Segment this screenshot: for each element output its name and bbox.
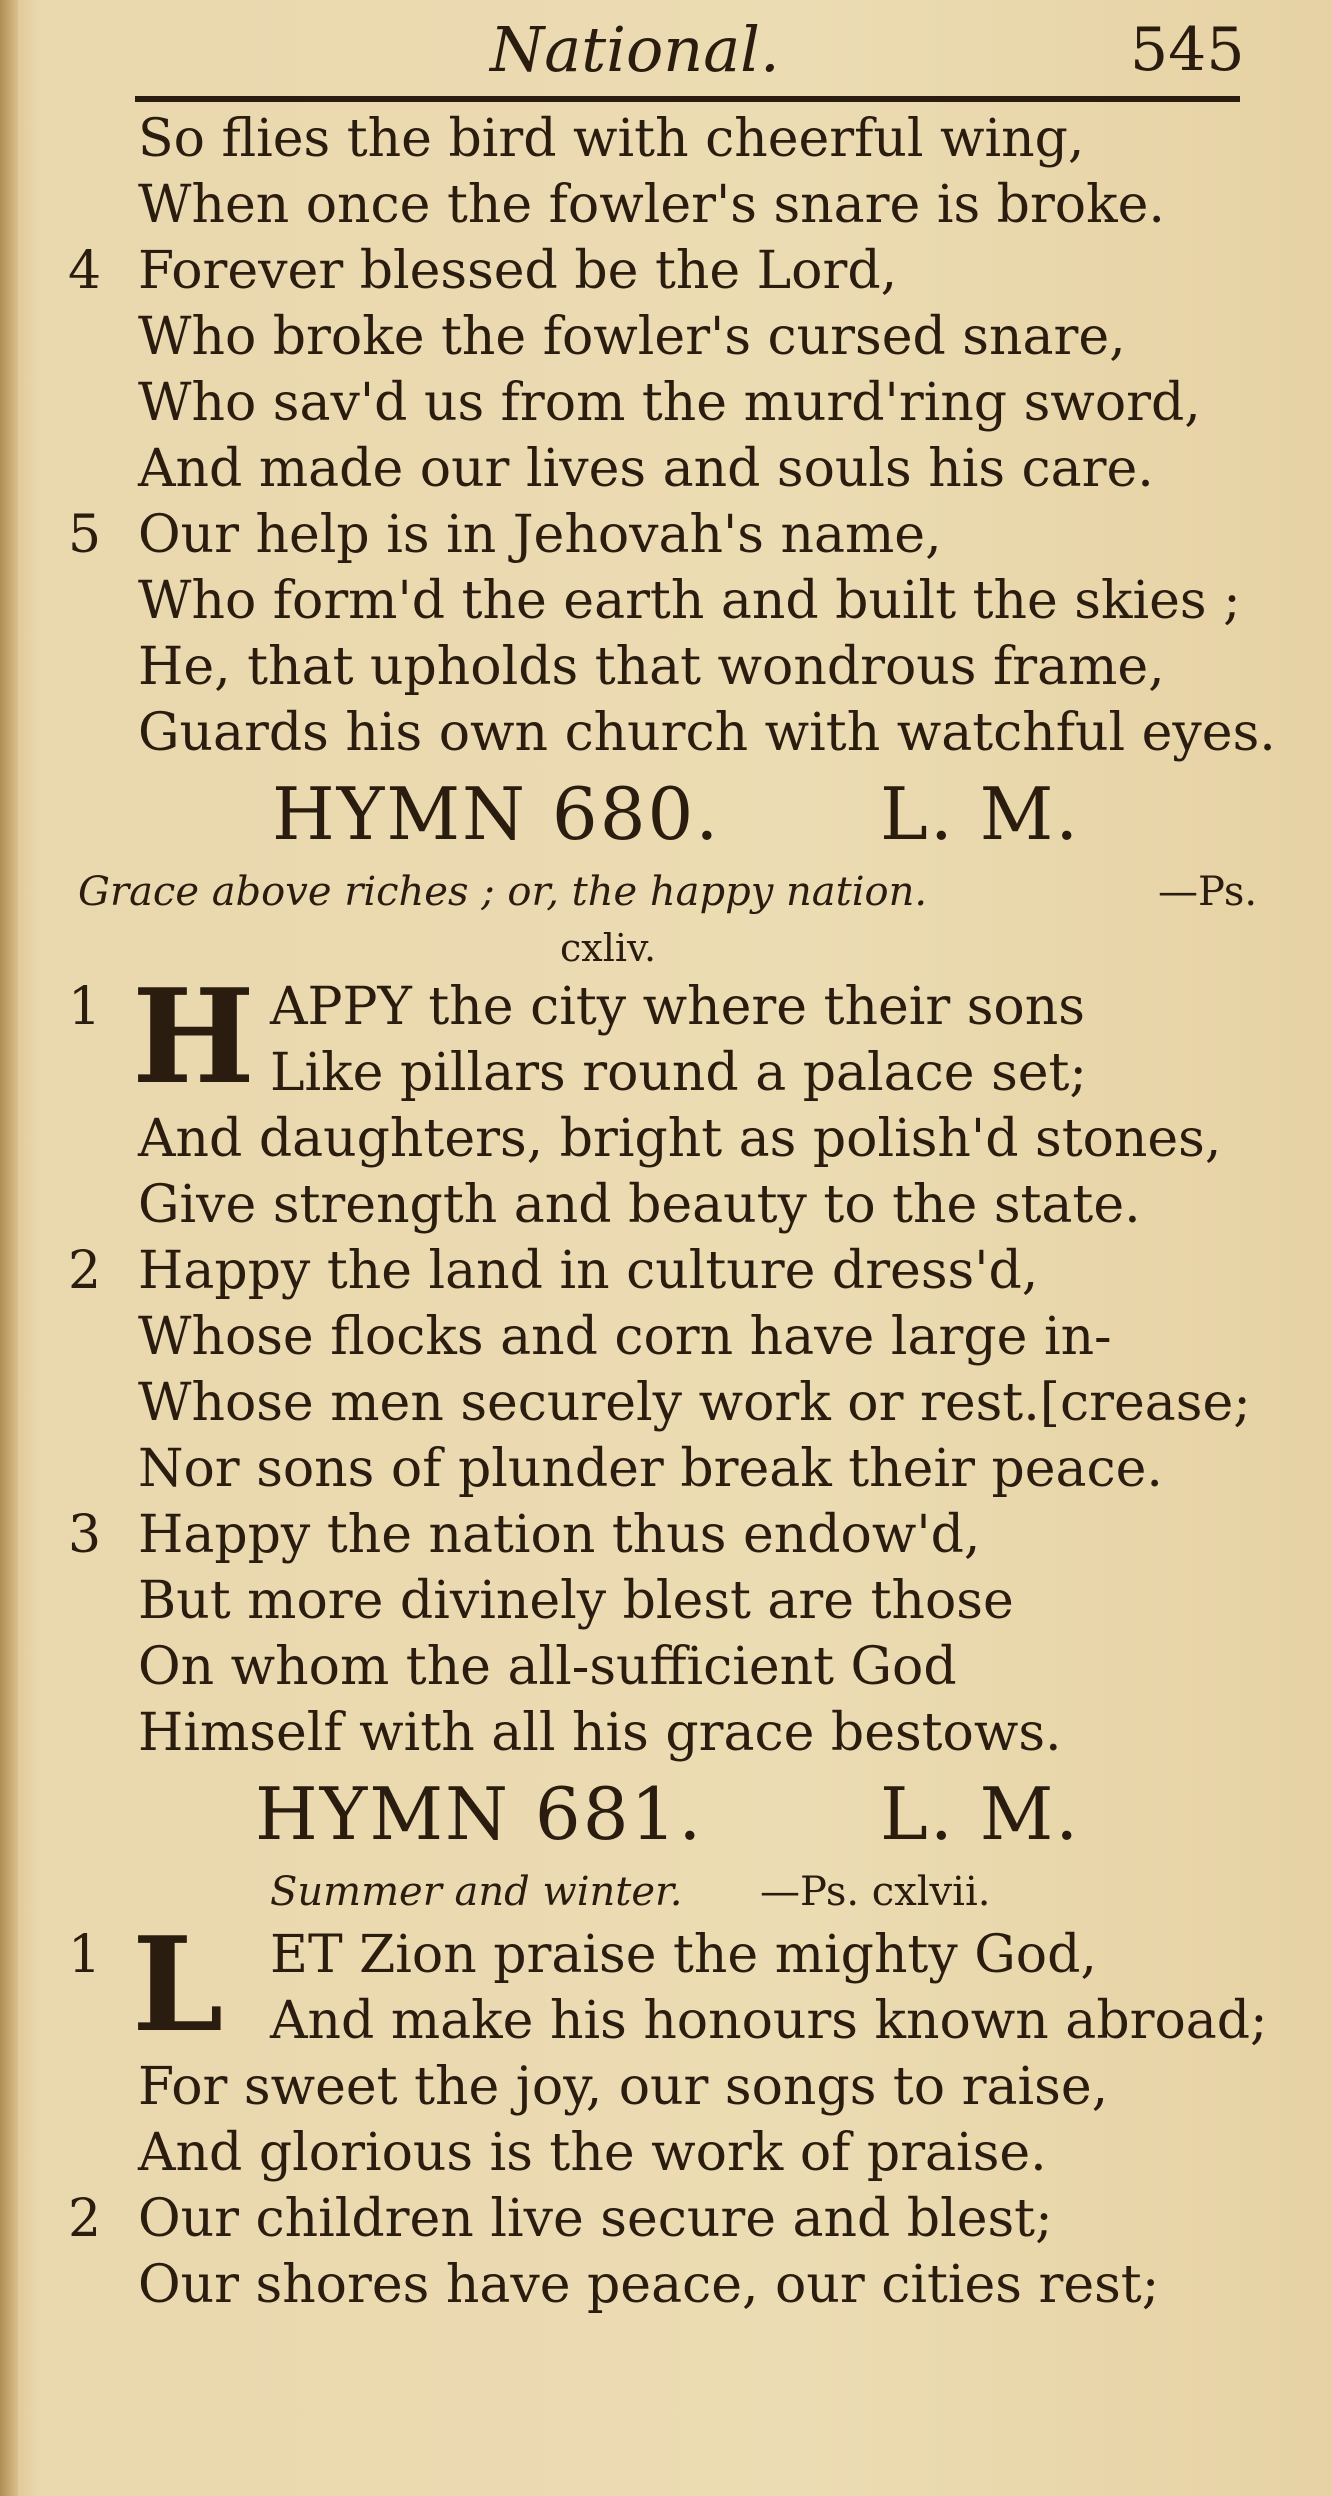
stanza-number: 1 [68, 1925, 102, 1985]
stanza-number: 1 [68, 977, 102, 1037]
running-head [0, 10, 1332, 90]
verse-line: Who broke the fowler's cursed snare, [138, 307, 1126, 367]
hymn-meter: L. M. [880, 1772, 1081, 1856]
verse-line: Whose men securely work or rest.[crease; [138, 1373, 1251, 1433]
running-title: National. [490, 13, 780, 86]
verse-line: Who sav'd us from the murd'ring sword, [138, 373, 1201, 433]
hymn-heading [0, 766, 1332, 862]
hymn-subtitle-ref: —Ps. cxlvii. [760, 1869, 991, 1915]
verse-line: Whose flocks and corn have large in- [138, 1307, 1112, 1367]
verse-line: 2 Happy the land in culture dress'd, [0, 1238, 1332, 1304]
verse-line: Our shores have peace, our cities rest; [138, 2255, 1160, 2315]
verse-line: 4 Forever blessed be the Lord, [0, 238, 1332, 304]
verse-line: For sweet the joy, our songs to raise, [138, 2057, 1109, 2117]
hymn-subtitle [0, 862, 1332, 922]
hymn-number: HYMN 680. [272, 772, 721, 856]
first-verse-line: 1 H APPY the city where their sons [68, 960, 1085, 1113]
hymn-heading [0, 1766, 1332, 1862]
drop-cap: H [132, 960, 255, 1113]
verse-line: Guards his own church with watchful eyes. [138, 703, 1276, 763]
hymn-subtitle-ref: —Ps. [1158, 869, 1258, 915]
verse-line: So flies the bird with cheerful wing, [138, 109, 1085, 169]
verse-line: 5 Our help is in Jehovah's name, [0, 502, 1332, 568]
hymn-680 [0, 766, 1332, 1766]
stanza-number: 4 [68, 241, 102, 301]
verse-line: Himself with all his grace bestows. [138, 1703, 1062, 1763]
header-rule [135, 96, 1240, 102]
hymn-subtitle-text: Grace above riches ; or, the happy nation. [78, 869, 928, 915]
hymn-subtitle-continuation: cxliv. [560, 926, 657, 970]
hymn-subtitle-text: Summer and winter. [270, 1869, 683, 1915]
verse-line: 3 Happy the nation thus endow'd, [0, 1502, 1332, 1568]
hymn-681 [0, 1766, 1332, 2318]
verse-line: And made our lives and souls his care. [138, 439, 1154, 499]
verse-line: And daughters, bright as polish'd stones, [138, 1109, 1222, 1169]
verse-line: Nor sons of plunder break their peace. [138, 1439, 1163, 1499]
stanza-number: 3 [68, 1505, 102, 1565]
verse-line: When once the fowler's snare is broke. [138, 175, 1165, 235]
verse-line: Give strength and beauty to the state. [138, 1175, 1141, 1235]
stanza-number: 5 [68, 505, 102, 565]
verse-line: He, that upholds that wondrous frame, [138, 637, 1165, 697]
verse-line: But more divinely blest are those [138, 1571, 1014, 1631]
page-number: 545 [1130, 15, 1245, 85]
verse-line: And glorious is the work of praise. [138, 2123, 1047, 2183]
verse-line: Like pillars round a palace set; [270, 1043, 1087, 1103]
verse-line: On whom the all-sufficient God [138, 1637, 957, 1697]
hymn-meter: L. M. [880, 772, 1081, 856]
stanza-number: 2 [68, 1241, 102, 1301]
verse-line: 2 Our children live secure and blest; [0, 2186, 1332, 2252]
hymn-number: HYMN 681. [255, 1772, 704, 1856]
verse-line: Who form'd the earth and built the skies ; [138, 571, 1241, 631]
verse-line: And make his honours known abroad; [270, 1991, 1268, 2051]
previous-hymn-verses [0, 106, 1332, 766]
stanza-number: 2 [68, 2189, 102, 2249]
drop-cap: L [132, 1908, 224, 2061]
first-verse-line: 1 L ET Zion praise the mighty God, [68, 1908, 1097, 2061]
page-content [0, 106, 1332, 2318]
